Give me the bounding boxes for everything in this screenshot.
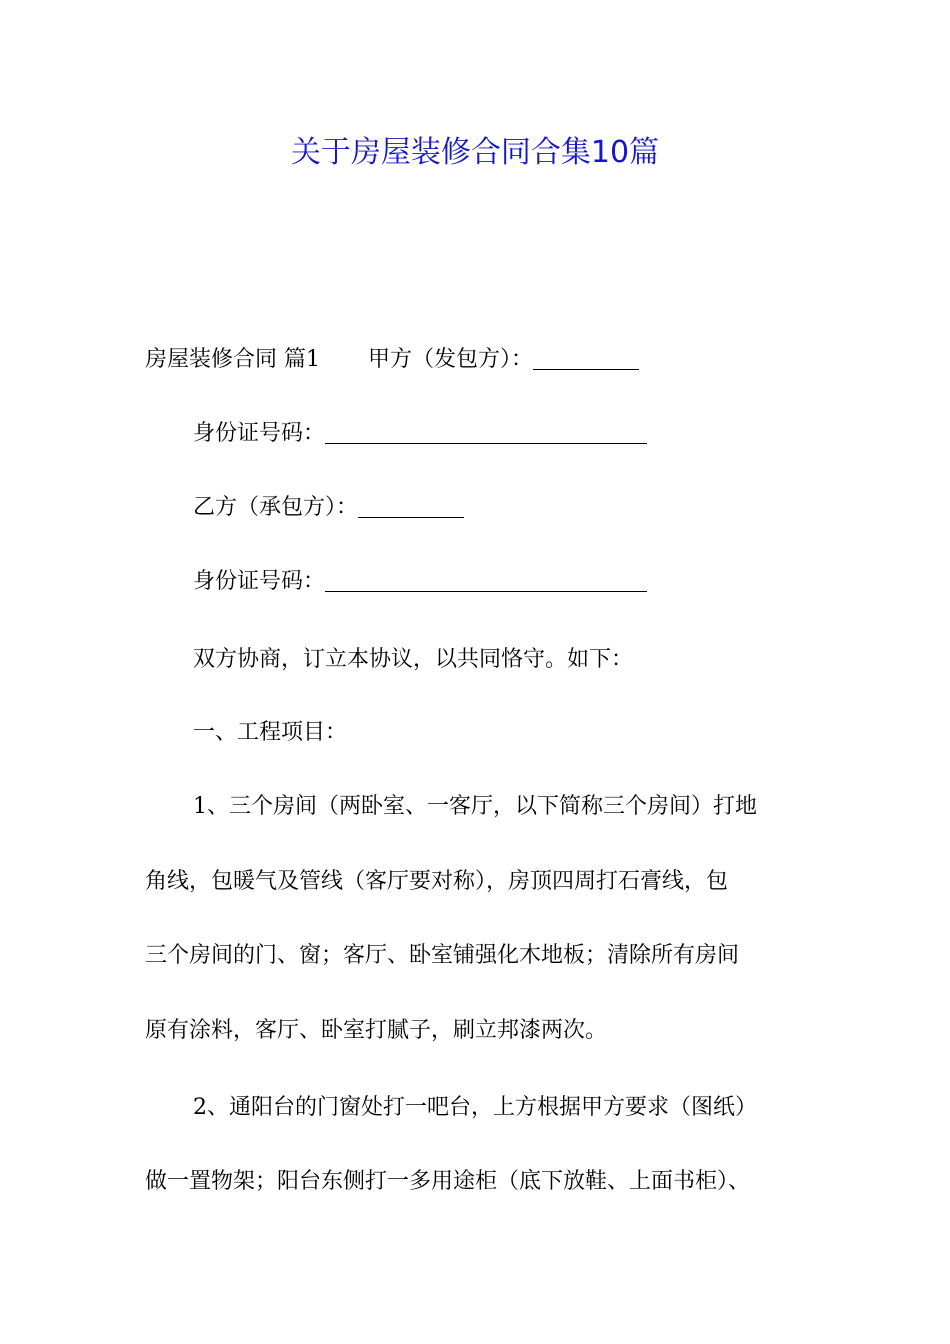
party-a-label: 甲方（发包方）： xyxy=(368,347,534,372)
id-number-blank-a xyxy=(325,421,647,444)
id-number-label-b: 身份证号码： xyxy=(193,569,326,594)
paragraph-line: 三个房间的门、窗；客厅、卧室铺强化木地板；清除所有房间 xyxy=(145,943,740,968)
id-number-line-a xyxy=(193,416,647,452)
contract-heading: 房屋装修合同 篇1 xyxy=(145,347,320,372)
paragraph-line: 2、通阳台的门窗处打一吧台，上方根据甲方要求（图纸） xyxy=(193,1095,757,1120)
id-number-label-a: 身份证号码： xyxy=(193,421,326,446)
id-number-blank-b xyxy=(325,569,647,592)
id-number-line-b xyxy=(193,564,647,600)
section-heading-project: 一、工程项目： xyxy=(193,720,348,745)
party-b-line xyxy=(193,490,464,526)
document-title: 关于房屋装修合同合集10篇 xyxy=(290,135,660,170)
party-a-blank xyxy=(533,347,639,370)
party-b-blank xyxy=(358,495,464,518)
agreement-intro: 双方协商，订立本协议，以共同恪守。如下： xyxy=(193,647,634,672)
paragraph-line: 1、三个房间（两卧室、一客厅，以下简称三个房间）打地 xyxy=(193,794,757,819)
party-a-line xyxy=(145,342,639,378)
party-b-label: 乙方（承包方）： xyxy=(193,495,359,520)
paragraph-line: 原有涂料，客厅、卧室打腻子，刷立邦漆两次。 xyxy=(145,1018,608,1043)
paragraph-line: 做一置物架；阳台东侧打一多用途柜（底下放鞋、上面书柜）、 xyxy=(145,1169,751,1194)
paragraph-line: 角线，包暖气及管线（客厅要对称），房顶四周打石膏线，包 xyxy=(145,869,729,894)
